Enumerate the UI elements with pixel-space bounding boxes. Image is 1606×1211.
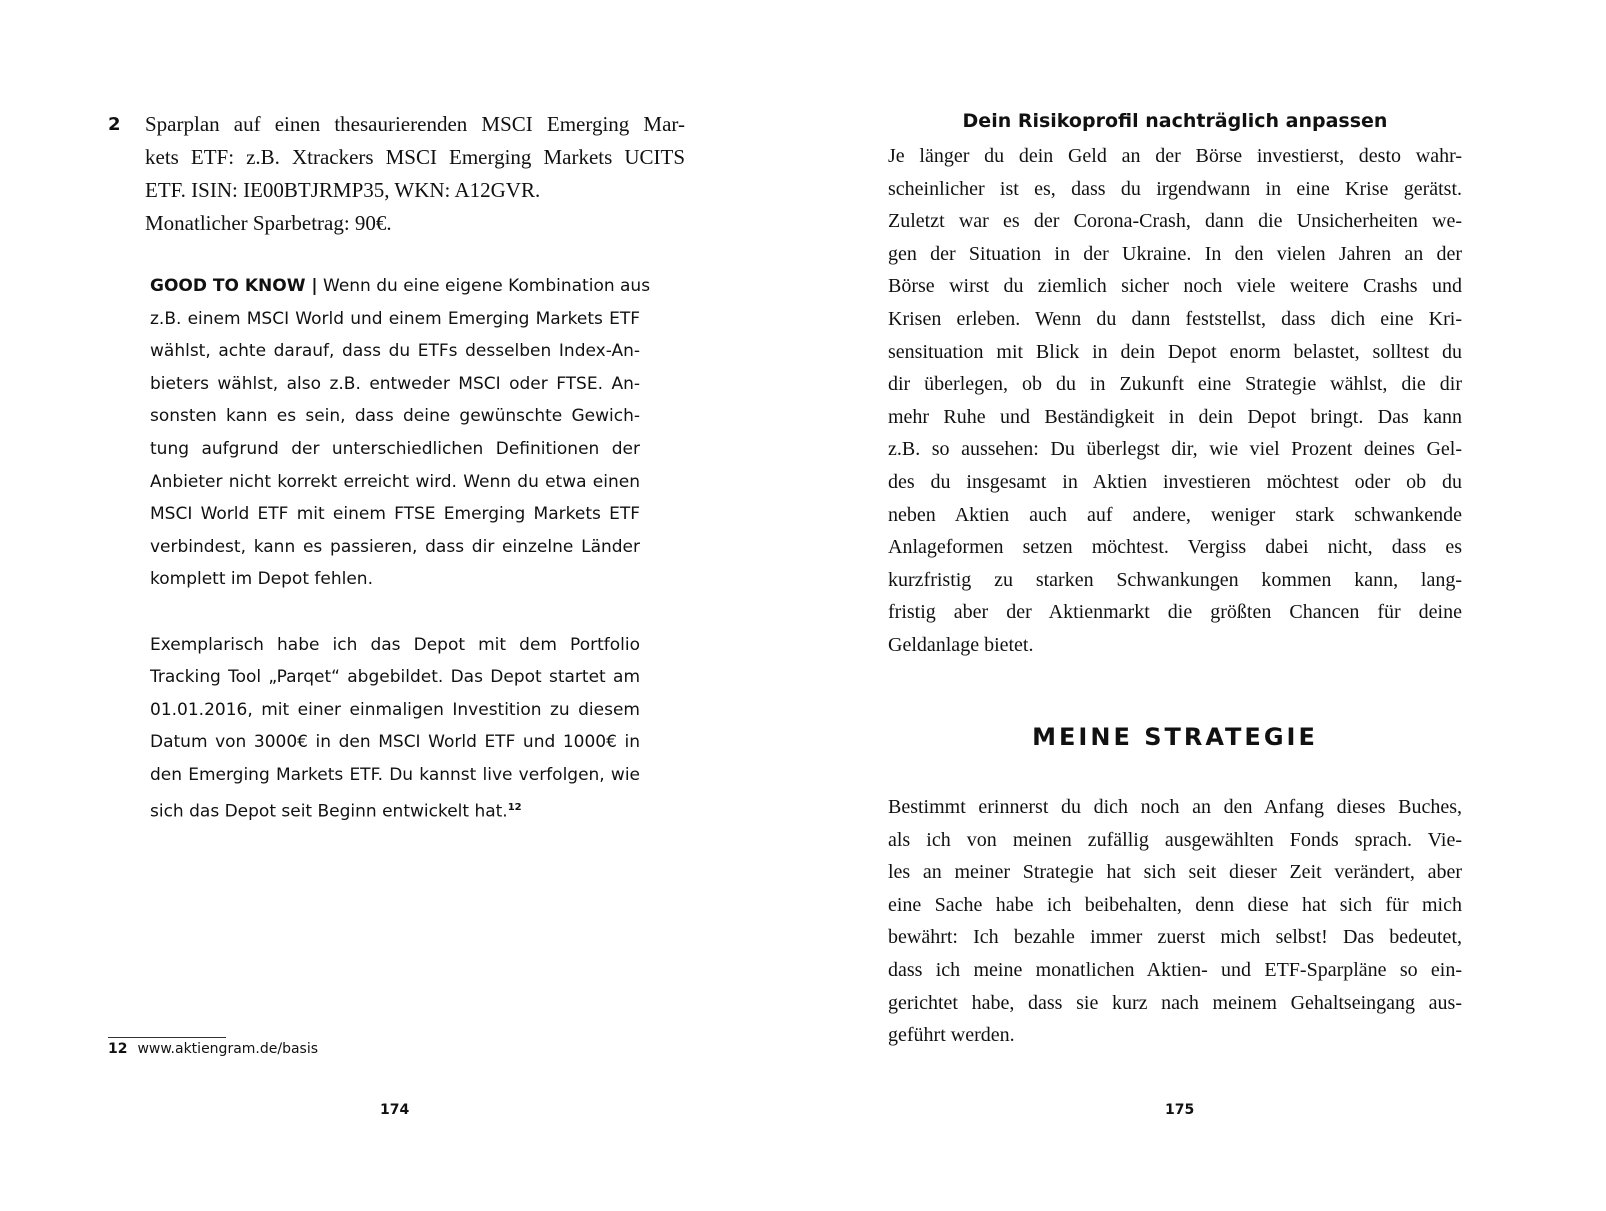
good-to-know-first-line: Wenn du eine eigene Kombination aus bbox=[323, 276, 651, 296]
section-heading: MEINE STRATEGIE bbox=[1032, 723, 1318, 751]
good-to-know-line bbox=[150, 792, 640, 825]
good-to-know-last-line: sich das Depot seit Beginn entwickelt hat. bbox=[150, 801, 508, 822]
body-line: geführt werden. bbox=[888, 1024, 1015, 1047]
body-line: sensituation mit Blick in dein Depot enorm belastet, solltest du bbox=[888, 340, 1462, 363]
body-line: gerichtet habe, dass sie kurz nach meinem Gehaltseingang aus- bbox=[888, 991, 1462, 1014]
good-to-know-line: sonsten kann es sein, dass deine gewünschte Gewich- bbox=[150, 406, 640, 427]
body-line: Zuletzt war es der Corona-Crash, dann die Unsicherheiten we- bbox=[888, 210, 1462, 233]
footnote-rule bbox=[108, 1037, 226, 1038]
page-number-right: 175 bbox=[1165, 1102, 1195, 1118]
body-line: Bestimmt erinnerst du dich noch an den Anfang dieses Buches, bbox=[888, 796, 1462, 818]
body-line: scheinlicher ist es, dass du irgendwann in eine Krise gerätst. bbox=[888, 177, 1462, 200]
list-item-line: Sparplan auf einen thesaurierenden MSCI Emerging Mar- bbox=[145, 112, 685, 136]
footnote bbox=[108, 1041, 318, 1057]
body-line: Je länger du dein Geld an der Börse investierst, desto wahr- bbox=[888, 145, 1462, 167]
body-line: als ich von meinen zufällig ausgewählten Fonds sprach. Vie- bbox=[888, 828, 1462, 851]
body-line: gen der Situation in der Ukraine. In den vielen Jahren an der bbox=[888, 242, 1462, 265]
good-to-know-line: bieters wählst, also z.B. entweder MSCI oder FTSE. An- bbox=[150, 373, 640, 394]
body-line: neben Aktien auch auf andere, weniger stark schwankende bbox=[888, 503, 1462, 526]
body-line: kurzfristig zu starken Schwankungen kommen kann, lang- bbox=[888, 568, 1462, 591]
good-to-know-label: GOOD TO KNOW | bbox=[150, 276, 318, 296]
body-line: Börse wirst du ziemlich sicher noch viele weitere Crashs und bbox=[888, 275, 1462, 298]
subheading: Dein Risikoprofil nachträglich anpassen bbox=[962, 110, 1388, 132]
body-line: dir überlegen, ob du in Zukunft eine Strategie wählst, die dir bbox=[888, 373, 1462, 396]
footnote-reference[interactable]: 12 bbox=[507, 801, 522, 813]
body-line: bewährt: Ich bezahle immer zuerst mich selbst! Das bedeutet, bbox=[888, 926, 1462, 949]
good-to-know-line: den Emerging Markets ETF. Du kannst live verfolgen, wie bbox=[150, 765, 640, 785]
body-line: des du insgesamt in Aktien investieren möchtest oder ob du bbox=[888, 471, 1462, 493]
good-to-know-line: 01.01.2016, mit einer einmaligen Investition zu diesem bbox=[150, 699, 640, 720]
good-to-know-line: tung aufgrund der unterschiedlichen Definitionen der bbox=[150, 439, 640, 459]
body-line: eine Sache habe ich beibehalten, denn diese hat sich für mich bbox=[888, 893, 1462, 916]
list-item-number: 2 bbox=[108, 114, 121, 135]
good-to-know-line: Datum von 3000€ in den MSCI World ETF und 1000€ in bbox=[150, 732, 640, 753]
good-to-know-line bbox=[150, 270, 651, 303]
list-item-line: ETF. ISIN: IE00BTJRMP35, WKN: A12GVR. bbox=[145, 178, 541, 202]
body-line: dass ich meine monatlichen Aktien- und ETF-Sparpläne so ein- bbox=[888, 959, 1462, 981]
good-to-know-line: wählst, achte darauf, dass du ETFs desselben Index-An- bbox=[150, 341, 640, 362]
good-to-know-line: Tracking Tool „Parqet“ abgebildet. Das Depot startet am bbox=[150, 667, 640, 688]
good-to-know-line: komplett im Depot fehlen. bbox=[150, 569, 373, 590]
good-to-know-line: z.B. einem MSCI World und einem Emerging Markets ETF bbox=[150, 308, 640, 329]
good-to-know-line: Exemplarisch habe ich das Depot mit dem Portfolio bbox=[150, 634, 640, 655]
good-to-know-line: Anbieter nicht korrekt erreicht wird. Wenn du etwa einen bbox=[150, 471, 640, 492]
body-line: fristig aber der Aktienmarkt die größten Chancen für deine bbox=[888, 601, 1462, 624]
body-line: Geldanlage bietet. bbox=[888, 634, 1034, 656]
page-number-left: 174 bbox=[380, 1102, 410, 1118]
body-line: Anlageformen setzen möchtest. Vergiss dabei nicht, dass es bbox=[888, 536, 1462, 559]
footnote-link[interactable]: www.aktiengram.de/basis bbox=[137, 1041, 319, 1057]
footnote-number: 12 bbox=[108, 1041, 128, 1057]
body-line: les an meiner Strategie hat sich seit dieser Zeit verändert, aber bbox=[888, 861, 1462, 884]
body-line: Krisen erleben. Wenn du dann feststellst, dass dich eine Kri- bbox=[888, 308, 1462, 330]
list-item-line: Monatlicher Sparbetrag: 90€. bbox=[145, 211, 392, 235]
good-to-know-line: MSCI World ETF mit einem FTSE Emerging Markets ETF bbox=[150, 504, 640, 525]
good-to-know-line: verbindest, kann es passieren, dass dir einzelne Länder bbox=[150, 536, 640, 557]
list-item-line: kets ETF: z.B. Xtrackers MSCI Emerging Markets UCITS bbox=[145, 145, 685, 169]
body-line: mehr Ruhe und Beständigkeit in dein Depot bringt. Das kann bbox=[888, 405, 1462, 428]
body-line: z.B. so aussehen: Du überlegst dir, wie viel Prozent deines Gel- bbox=[888, 438, 1462, 461]
